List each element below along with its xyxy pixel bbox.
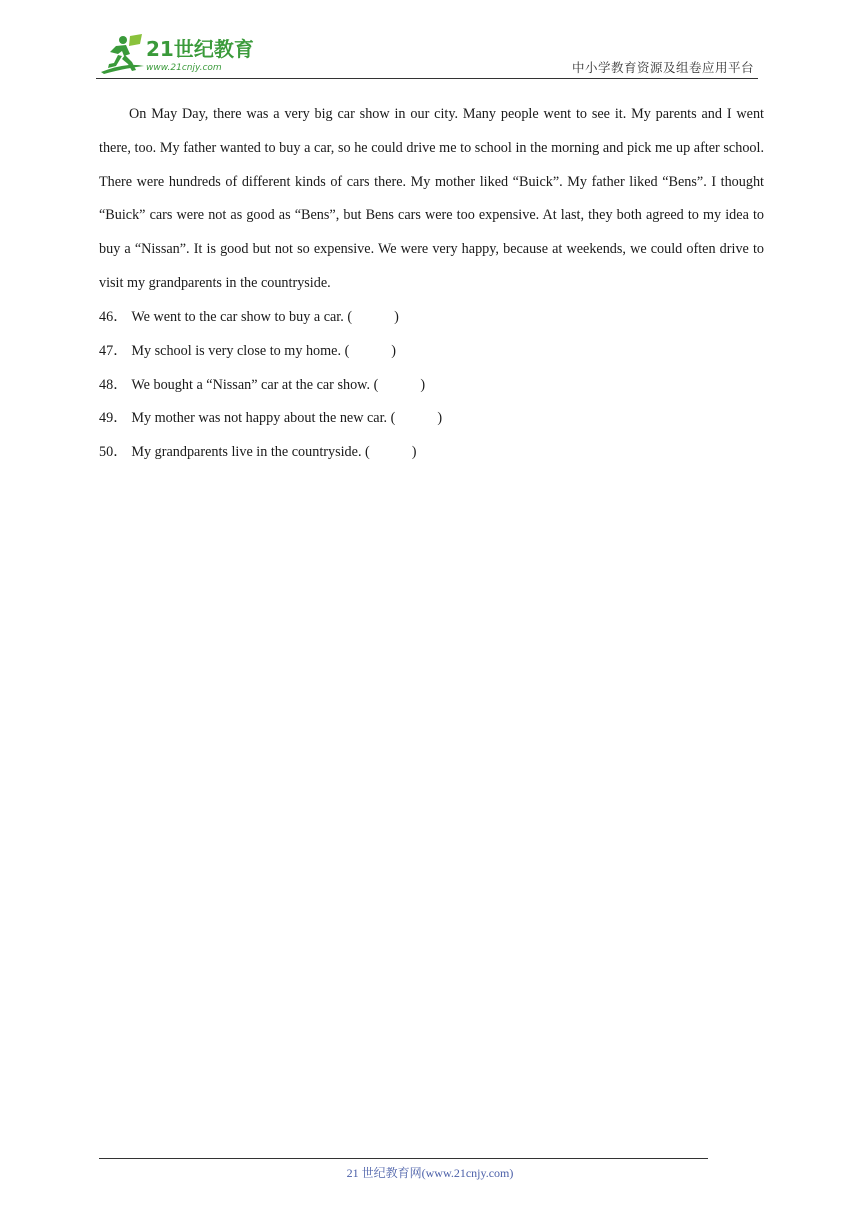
question-number: 48． xyxy=(99,376,128,393)
question-48 xyxy=(99,369,442,403)
question-close-paren: ) xyxy=(394,309,399,325)
question-number: 49． xyxy=(99,410,128,427)
question-number: 50． xyxy=(99,444,128,461)
header-platform-text: 中小学教育资源及组卷应用平台 xyxy=(571,60,754,75)
question-close-paren: ) xyxy=(411,444,417,461)
logo-sub-text: www.21cnjy.com xyxy=(146,63,222,73)
question-46 xyxy=(99,301,442,335)
flag-icon xyxy=(129,34,142,46)
question-close-paren: ) xyxy=(437,410,443,427)
reading-passage: On May Day, there was a very big car show in our city. Many people went to see it. My parents and I went there, too. My father wanted to buy a car, so he could drive me to school in the morning and pick me up after school. There were hundreds of different kinds of cars there. My mother liked “Buick”. My father liked “Bens”. I thought “Buick” cars were not as good as “Bens”, but Bens cars were too expensive. At last, they both agreed to my idea to buy a “Nissan”. It is good but not so expensive. We were very happy, because at weekends, we could often drive to visit my grandparents in the countryside. xyxy=(99,106,764,291)
question-text: We went to the car show to buy a car. ( xyxy=(131,309,353,325)
footer-site-text: 21 世纪教育网(www.21cnjy.com) xyxy=(346,1166,514,1180)
question-close-paren: ) xyxy=(391,342,397,359)
question-49 xyxy=(99,402,442,436)
site-logo xyxy=(96,32,266,76)
question-list xyxy=(99,301,442,470)
question-text: My school is very close to my home. ( xyxy=(131,342,350,359)
question-number: 46． xyxy=(99,309,128,325)
question-number: 47． xyxy=(99,342,128,359)
question-close-paren: ) xyxy=(420,376,426,393)
logo-main-text: 21世纪教育 xyxy=(146,37,254,61)
page-header xyxy=(96,32,758,79)
footer-divider xyxy=(99,1158,708,1159)
question-47 xyxy=(99,335,442,369)
question-50 xyxy=(99,436,442,470)
question-text: My grandparents live in the countryside. ( xyxy=(131,444,370,461)
question-text: My mother was not happy about the new car. ( xyxy=(131,410,396,427)
question-text: We bought a “Nissan” car at the car show. ( xyxy=(131,376,379,393)
